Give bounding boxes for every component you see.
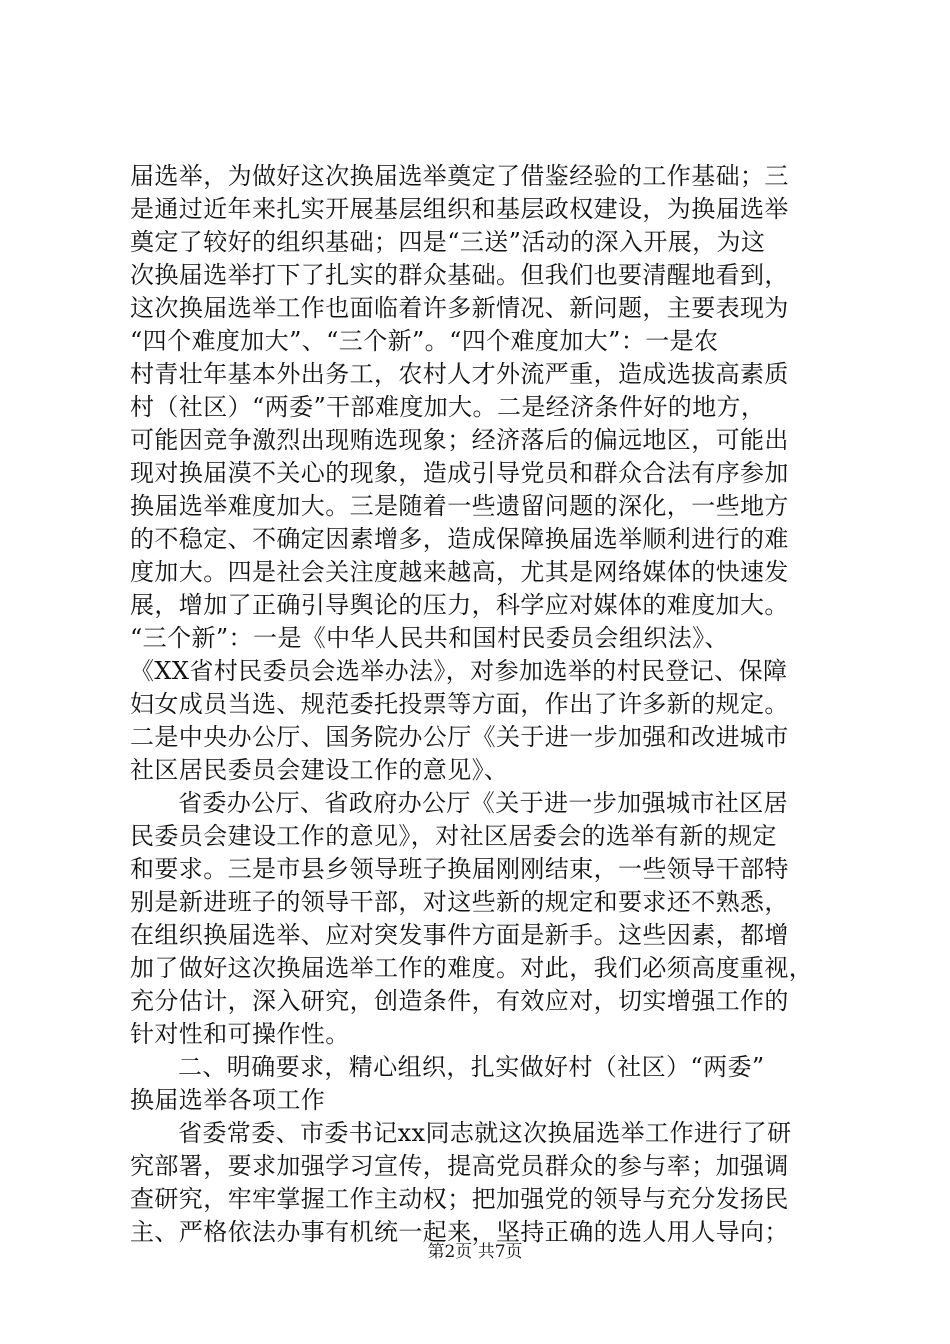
text-line: 这次换届选举工作也面临着许多新情况、新问题，主要表现为 bbox=[130, 294, 789, 322]
text-line: 届选举，为做好这次换届选举奠定了借鉴经验的工作基础；三 bbox=[130, 162, 789, 190]
text-line: 村（社区）“两委”干部难度加大。二是经济条件好的地方， bbox=[130, 393, 766, 421]
text-line: 二、明确要求，精心组织，扎实做好村（社区）“两委” bbox=[178, 1053, 765, 1081]
text-line: 充分估计，深入研究，创造条件，有效应对，切实增强工作的 bbox=[130, 987, 789, 1015]
page-number-footer: 第2页 共7页 bbox=[427, 1242, 523, 1262]
document-body bbox=[130, 160, 830, 1249]
text-line: 主、严格依法办事有机统一起来，坚持正确的选人用人导向； bbox=[130, 1218, 789, 1246]
text-line: 现对换届漠不关心的现象，造成引导党员和群众合法有序参加 bbox=[130, 459, 789, 487]
text-line: 针对性和可操作性。 bbox=[130, 1020, 350, 1048]
text-line: 可能因竞争激烈出现贿选现象；经济落后的偏远地区，可能出 bbox=[130, 426, 789, 454]
text-line: 别是新进班子的领导干部，对这些新的规定和要求还不熟悉， bbox=[130, 888, 789, 916]
text-line: 展，增加了正确引导舆论的压力，科学应对媒体的难度加大。 bbox=[130, 591, 789, 619]
text-line: 究部署，要求加强学习宣传，提高党员群众的参与率；加强调 bbox=[130, 1152, 789, 1180]
text-line: 换届选举各项工作 bbox=[130, 1086, 326, 1114]
text-line: 次换届选举打下了扎实的群众基础。但我们也要清醒地看到， bbox=[130, 261, 789, 289]
text-line: 的不稳定、不确定因素增多，造成保障换届选举顺利进行的难 bbox=[130, 525, 789, 553]
text-line: 加了做好这次换届选举工作的难度。对此，我们必须高度重视， bbox=[130, 954, 814, 982]
text-line: “三个新”：一是《中华人民共和国村民委员会组织法》、 bbox=[130, 624, 729, 652]
text-line: 妇女成员当选、规范委托投票等方面，作出了许多新的规定。 bbox=[130, 690, 789, 718]
text-line: 奠定了较好的组织基础；四是“三送”活动的深入开展，为这 bbox=[130, 228, 766, 256]
text-line: 省委办公厅、省政府办公厅《关于进一步加强城市社区居 bbox=[178, 789, 788, 817]
text-line: 在组织换届选举、应对突发事件方面是新手。这些因素，都增 bbox=[130, 921, 789, 949]
text-line: 是通过近年来扎实开展基层组织和基层政权建设，为换届选举 bbox=[130, 195, 789, 223]
text-line: 社区居民委员会建设工作的意见》、 bbox=[130, 756, 509, 784]
text-line: 民委员会建设工作的意见》，对社区居委会的选举有新的规定 bbox=[130, 822, 777, 850]
text-line: 和要求。三是市县乡领导班子换届刚刚结束，一些领导干部特 bbox=[130, 855, 789, 883]
text-line: 换届选举难度加大。三是随着一些遗留问题的深化，一些地方 bbox=[130, 492, 789, 520]
text-line: 村青壮年基本外出务工，农村人才外流严重，造成选拔高素质 bbox=[130, 360, 789, 388]
text-line: “四个难度加大”、“三个新”。“四个难度加大”：一是农 bbox=[130, 327, 719, 355]
text-line: 二是中央办公厅、国务院办公厅《关于进一步加强和改进城市 bbox=[130, 723, 789, 751]
text-line: 《XX省村民委员会选举办法》，对参加选举的村民登记、保障 bbox=[130, 657, 788, 685]
text-line: 度加大。四是社会关注度越来越高，尤其是网络媒体的快速发 bbox=[130, 558, 789, 586]
text-line: 省委常委、市委书记xx同志就这次换届选举工作进行了研 bbox=[178, 1119, 792, 1147]
text-line: 查研究，牢牢掌握工作主动权；把加强党的领导与充分发扬民 bbox=[130, 1185, 789, 1213]
